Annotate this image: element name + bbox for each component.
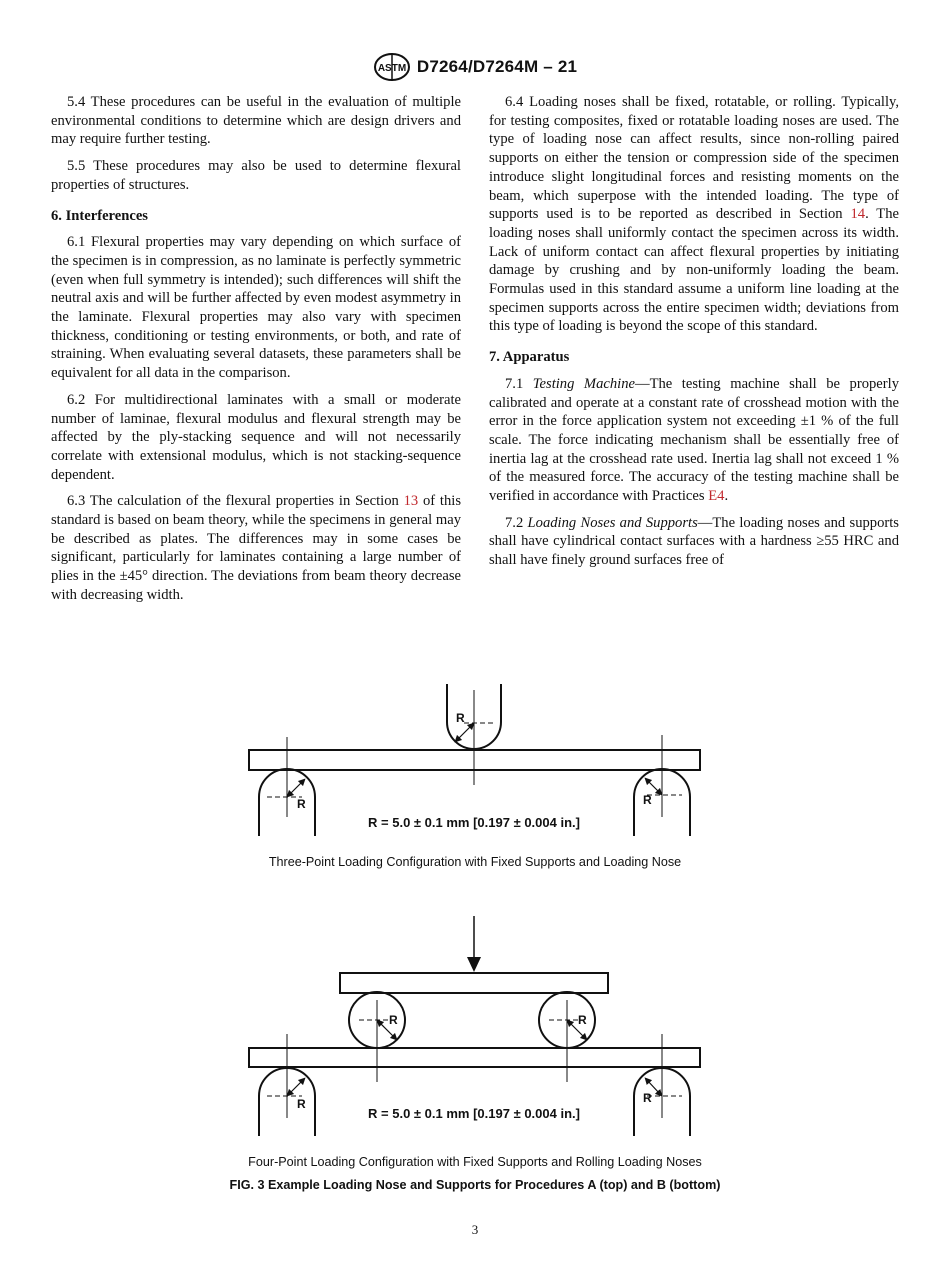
page-number: 3 <box>471 1222 479 1237</box>
paragraph-7-2 <box>489 514 899 570</box>
figure-label: FIG. 3 Example Loading Nose and Supports for Procedures A (top) and B (bottom) <box>229 1178 721 1192</box>
document-id: D7264/D7264M – 21 <box>416 57 578 76</box>
left-column <box>51 93 461 613</box>
paragraph-5-5: 5.5 These procedures may also be used to determine flexural properties of structures. <box>51 158 461 193</box>
radius-label-right-bottom: R <box>643 1091 652 1105</box>
section-heading-interferences: 6. Interferences <box>51 207 148 224</box>
section-14-link[interactable]: 14 <box>850 206 866 223</box>
radius-label-roller-left: R <box>389 1013 398 1027</box>
radius-label-nose-top: R <box>456 711 465 725</box>
page-header <box>0 52 950 87</box>
radius-label-left-top: R <box>297 797 306 811</box>
paragraph-6-3-text: 6.3 The calculation of the flexural properties in Section <box>67 493 404 510</box>
paragraph-7-2-number: 7.2 <box>505 514 528 531</box>
paragraph-7-2-text: —The loading noses and supports shall have cylindrical contact surfaces with a hardness ≥55 HRC and shall have finely ground surfaces free of <box>489 514 899 569</box>
caption-three-point: Three-Point Loading Configuration with Fixed Supports and Loading Nose <box>268 855 682 869</box>
paragraph-7-1-text-end: . <box>724 488 729 505</box>
paragraph-6-3-text-end: of this standard is based on beam theory, while the specimens in general may be described as plates. The differences may in some cases be significant, particularly for laminates containing a large number of plies in the ±45° direction. The deviations from beam theory decrease with decreasing width. <box>51 493 461 603</box>
loading-bar-bottom <box>340 973 608 993</box>
section-heading-apparatus: 7. Apparatus <box>489 349 570 366</box>
paragraph-6-3 <box>51 492 461 604</box>
radius-label-right-top: R <box>643 793 652 807</box>
specimen-beam-bottom <box>249 1048 700 1067</box>
paragraph-7-1 <box>489 375 899 506</box>
figure-3-drawing <box>0 670 950 1170</box>
paragraph-5-4: 5.4 These procedures can be useful in the evaluation of multiple environmental conditions to determine which are design drivers and may require further testing. <box>51 94 461 148</box>
right-column <box>489 93 899 578</box>
paragraph-7-2-title: Loading Noses and Supports <box>527 514 698 531</box>
radius-label-roller-right: R <box>578 1013 587 1027</box>
paragraph-7-1-number: 7.1 <box>505 375 533 392</box>
astm-logo-icon <box>373 52 411 82</box>
paragraph-6-1: 6.1 Flexural properties may vary depending on which surface of the specimen is in compression, as no laminate is perfectly symmetric (even when full symmetry is intended); such differences will shift the neutral axis and will be further affected by even modest asymmetry in the laminate. Flexural properties may also vary with specimen thickness, conditioning or testing environments, or both, and rate of straining. When evaluating several datasets, these parameters shall be equivalent for all data in the comparison. <box>51 234 461 382</box>
paragraph-7-1-title: Testing Machine <box>532 375 635 392</box>
logo-text: ASTM <box>377 63 407 74</box>
dimension-text-bottom: R = 5.0 ± 0.1 mm [0.197 ± 0.004 in.] <box>368 1106 580 1121</box>
practice-e4-link[interactable]: E4 <box>708 488 725 505</box>
paragraph-6-4-text: 6.4 Loading noses shall be fixed, rotatable, or rolling. Typically, for testing composites, fixed or rotatable loading noses are used. The type of loading nose can affect results, since non-rolling paired supports on either the tension or compression side of the specimen introduce slight longitudinal forces and resisting moments on the beam, which superpose with the intended loading. The type of supports used is to be reported as described in Section <box>489 94 899 223</box>
paragraph-6-4-text-end: . The loading noses shall uniformly contact the specimen across its width. Lack of uniform contact can affect flexural properties by initiating damage by crushing and by non-uniformly loading the beam. Formulas used in this standard assume a uniform line loading at the specimen supports across the entire specimen width; deviations from this type of loading is beyond the scope of this standard. <box>489 206 899 335</box>
paragraph-6-2: 6.2 For multidirectional laminates with a small or moderate number of laminae, flexural modulus and flexural strength may be affected by the ply-stacking sequence and will not necessarily correlate with extensional modulus, which is not stacking-sequence dependent. <box>51 391 461 483</box>
radius-label-left-bottom: R <box>297 1097 306 1111</box>
paragraph-7-1-text: —The testing machine shall be properly calibrated and operate at a constant rate of crosshead motion with the error in the force application system not exceeding ±1 % of the full scale. The force indicating mechanism shall be essentially free of inertia lag at the crosshead rate used. Inertia lag shall not exceed 1 % of the measured force. The accuracy of the testing machine shall be verified in accordance with Practices <box>489 375 899 505</box>
caption-four-point: Four-Point Loading Configuration with Fixed Supports and Rolling Loading Noses <box>248 1155 702 1169</box>
section-13-link[interactable]: 13 <box>403 493 419 510</box>
paragraph-6-4 <box>489 93 899 336</box>
dimension-text-top: R = 5.0 ± 0.1 mm [0.197 ± 0.004 in.] <box>368 815 580 830</box>
